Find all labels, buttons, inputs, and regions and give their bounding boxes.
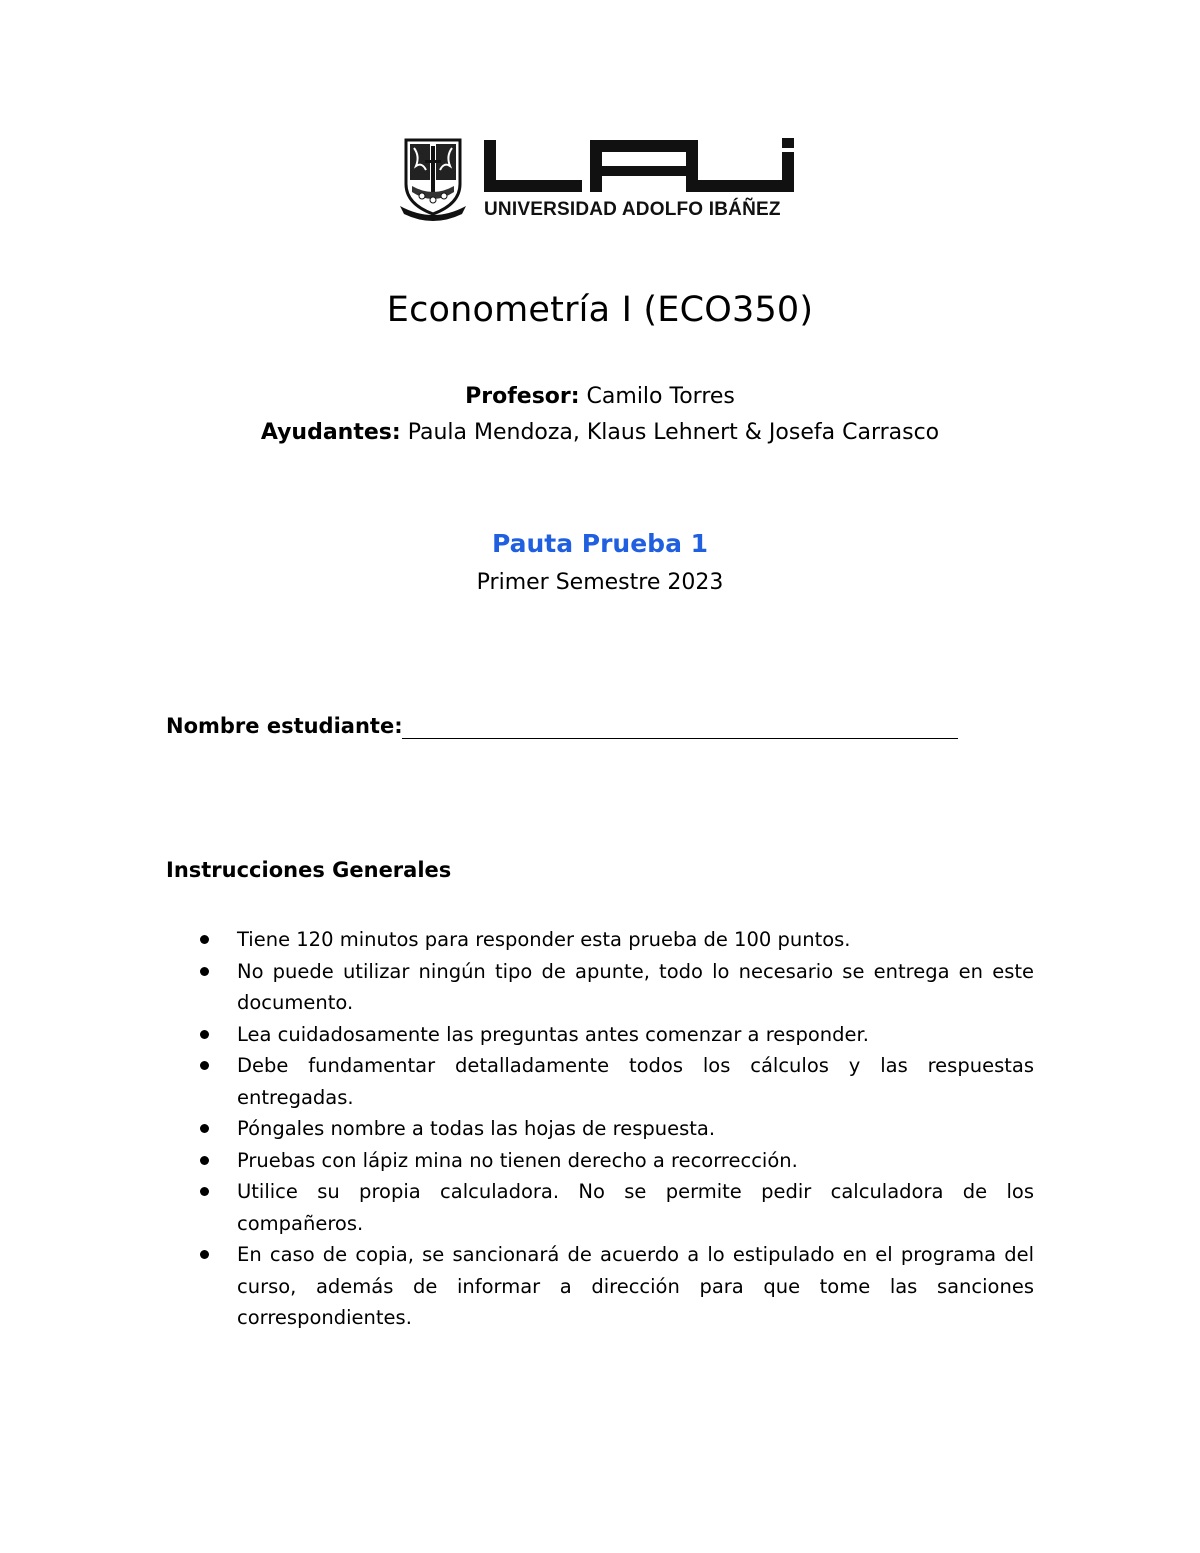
instruction-text: Utilice su propia calculadora. No se permite pedir calculadora de los compañeros.	[237, 1180, 1034, 1235]
instruction-text: Debe fundamentar detalladamente todos los cálculos y las respuestas entregadas.	[237, 1054, 1034, 1109]
bullet-icon	[200, 1156, 209, 1165]
list-item	[166, 1145, 1034, 1177]
student-name-row	[166, 714, 966, 746]
bullet-icon	[200, 935, 209, 944]
uai-wordmark-icon	[484, 138, 794, 192]
bullet-icon	[200, 1124, 209, 1133]
student-name-label: Nombre estudiante:	[166, 714, 403, 738]
university-name: UNIVERSIDAD ADOLFO IBÁÑEZ	[484, 199, 781, 220]
ayudantes-line	[0, 420, 1200, 445]
student-name-field[interactable]	[402, 738, 958, 739]
instruction-text: No puede utilizar ningún tipo de apunte, todo lo necesario se entrega en este documento.	[237, 959, 1034, 1014]
bullet-icon	[200, 1061, 209, 1070]
list-item	[166, 1239, 1034, 1334]
list-item	[166, 1176, 1034, 1239]
instruction-text: Pruebas con lápiz mina no tienen derecho a recorrección.	[237, 1148, 798, 1172]
instruction-text: En caso de copia, se sancionará de acuerdo a lo estipulado en el programa del curso, además de informar a dirección para que tome las sanciones correspondientes.	[237, 1243, 1034, 1329]
bullet-icon	[200, 1030, 209, 1039]
ayudantes-label: Ayudantes:	[260, 420, 401, 445]
instructions-list	[166, 924, 1034, 1334]
course-title: Econometría I (ECO350)	[386, 290, 814, 330]
list-item	[166, 956, 1034, 1019]
ayudantes-names: Paula Mendoza, Klaus Lehnert & Josefa Carrasco	[407, 420, 940, 445]
semester: Primer Semestre 2023	[476, 570, 724, 595]
university-crest-icon	[400, 140, 466, 221]
profesor-line	[0, 384, 1200, 409]
instruction-text: Lea cuidadosamente las preguntas antes comenzar a responder.	[237, 1022, 869, 1046]
list-item	[166, 924, 1034, 956]
bullet-icon	[200, 1187, 209, 1196]
list-item	[166, 1019, 1034, 1051]
profesor-name: Camilo Torres	[586, 384, 735, 409]
instruction-text: Póngales nombre a todas las hojas de respuesta.	[237, 1117, 716, 1140]
bullet-icon	[200, 1250, 209, 1259]
instructions-heading: Instrucciones Generales	[166, 858, 452, 882]
bullet-icon	[200, 967, 209, 976]
university-logo	[400, 136, 800, 226]
exam-title: Pauta Prueba 1	[491, 529, 709, 558]
profesor-label: Profesor:	[465, 384, 580, 409]
list-item	[166, 1113, 1034, 1145]
instruction-text: Tiene 120 minutos para responder esta prueba de 100 puntos.	[237, 928, 851, 951]
list-item	[166, 1050, 1034, 1113]
